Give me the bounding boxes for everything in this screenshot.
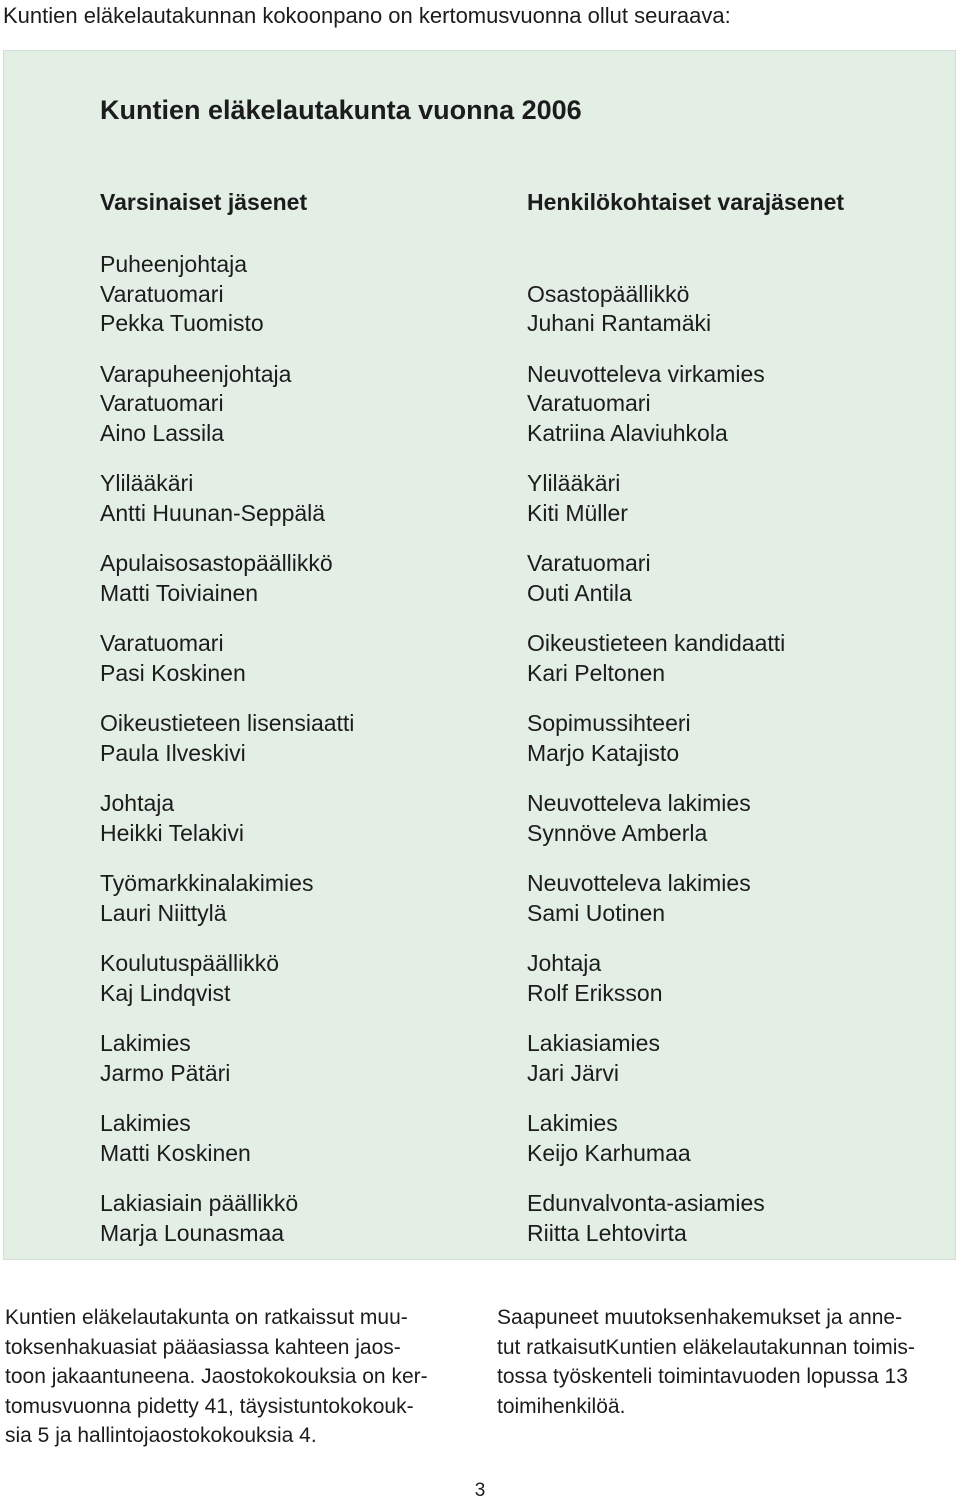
- member-title: Oikeustieteen kandidaatti: [527, 630, 786, 656]
- member-name: Kaj Lindqvist: [100, 979, 231, 1006]
- deputy-member-entry: [527, 629, 947, 688]
- member-title: Sopimussihteeri: [527, 710, 691, 736]
- member-title: Ylilääkäri: [100, 470, 194, 496]
- board-summary-paragraph: [5, 1303, 428, 1451]
- member-title: Varatuomari: [527, 390, 651, 416]
- member-title: Työmarkkinalakimies: [100, 870, 314, 896]
- member-title: Varatuomari: [100, 280, 224, 307]
- intro-text: Kuntien eläkelautakunnan kokoonpano on kertomusvuonna ollut seuraava:: [3, 3, 731, 28]
- member-name: Jari Järvi: [527, 1059, 620, 1086]
- regular-member-entry: [100, 360, 520, 449]
- deputy-member-entry: [527, 709, 947, 768]
- paragraph-line: sia 5 ja hallintojaostokokouksia 4.: [5, 1424, 317, 1447]
- member-title: Lakimies: [527, 1110, 618, 1136]
- member-name: Juhani Rantamäki: [527, 310, 712, 336]
- deputy-members-column: [527, 187, 947, 1269]
- member-title: Apulaisosastopäällikkö: [100, 550, 333, 576]
- regular-member-entry: [100, 1189, 520, 1248]
- member-name: Kiti Müller: [527, 499, 628, 526]
- paragraph-line: tut ratkaisutKuntien eläkelautakunnan toimis-: [497, 1335, 915, 1359]
- member-title: Koulutuspäällikkö: [100, 950, 280, 976]
- member-title: Varatuomari: [100, 390, 224, 416]
- board-composition-panel: [3, 50, 956, 1260]
- member-name: Matti Koskinen: [100, 1139, 251, 1166]
- paragraph-line: Saapuneet muutoksenhakemukset ja anne-: [497, 1306, 903, 1329]
- regular-member-entry: [100, 789, 520, 848]
- member-name: Rolf Eriksson: [527, 979, 663, 1006]
- member-title: Lakimies: [100, 1110, 191, 1136]
- member-title: Lakiasiain päällikkö: [100, 1190, 299, 1216]
- regular-member-entry: [100, 709, 520, 768]
- member-title: Osastopäällikkö: [527, 280, 690, 307]
- regular-members-column: [100, 187, 520, 1269]
- deputy-member-entry: [527, 360, 947, 449]
- member-title: Neuvotteleva lakimies: [527, 870, 751, 896]
- member-title: Johtaja: [100, 790, 175, 816]
- member-title: Neuvotteleva lakimies: [527, 790, 751, 816]
- member-title: Neuvotteleva virkamies: [527, 360, 765, 387]
- member-title: Varatuomari: [100, 630, 224, 656]
- member-name: Lauri Niittylä: [100, 899, 227, 926]
- member-title: Puheenjohtaja: [100, 251, 248, 277]
- deputy-member-entry: [527, 789, 947, 848]
- member-title: Varatuomari: [527, 550, 651, 576]
- member-name: Antti Huunan-Seppälä: [100, 499, 326, 526]
- member-title: Varapuheenjohtaja: [100, 360, 292, 387]
- staff-summary-paragraph: [497, 1303, 915, 1421]
- panel-title: Kuntien eläkelautakunta vuonna 2006: [100, 95, 582, 125]
- regular-member-entry: [100, 549, 520, 608]
- paragraph-line: Kuntien eläkelautakunta on ratkaissut muu-: [5, 1306, 408, 1329]
- paragraph-line: toon jakaantuneena. Jaostokokouksia on ker-: [5, 1365, 428, 1388]
- deputy-member-entry: [527, 549, 947, 608]
- deputy-member-entry: [527, 469, 947, 528]
- member-name: Paula Ilveskivi: [100, 739, 246, 766]
- member-title: Oikeustieteen lisensiaatti: [100, 710, 355, 736]
- member-name: Keijo Karhumaa: [527, 1139, 691, 1166]
- deputy-member-entry: [527, 1189, 947, 1248]
- deputy-member-entry: [527, 250, 947, 339]
- paragraph-line: tossa työskenteli toimintavuoden lopussa 13: [497, 1365, 908, 1388]
- member-title: Lakimies: [100, 1030, 191, 1056]
- member-title: Lakiasiamies: [527, 1030, 660, 1056]
- deputy-member-entry: [527, 1109, 947, 1168]
- deputy-members-list: [527, 250, 947, 1248]
- deputy-member-entry: [527, 1029, 947, 1088]
- member-name: Marjo Katajisto: [527, 739, 680, 766]
- regular-members-list: [100, 250, 520, 1248]
- regular-member-entry: [100, 250, 520, 339]
- regular-member-entry: [100, 1109, 520, 1168]
- member-name: Heikki Telakivi: [100, 819, 245, 846]
- member-name: Jarmo Pätäri: [100, 1059, 231, 1086]
- regular-members-heading: Varsinaiset jäsenet: [100, 189, 308, 215]
- deputy-member-entry: [527, 869, 947, 928]
- regular-member-entry: [100, 469, 520, 528]
- member-name: Pasi Koskinen: [100, 659, 246, 686]
- member-name: Marja Lounasmaa: [100, 1219, 285, 1246]
- member-name: Kari Peltonen: [527, 659, 666, 686]
- member-name: Pekka Tuomisto: [100, 310, 264, 336]
- paragraph-line: tomusvuonna pidetty 41, täysistuntokokouk-: [5, 1394, 414, 1418]
- member-title: Johtaja: [527, 950, 602, 976]
- member-name: Synnöve Amberla: [527, 819, 708, 846]
- member-name: Matti Toiviainen: [100, 579, 259, 606]
- paragraph-line: toimihenkilöä.: [497, 1394, 626, 1418]
- page-number: 3: [474, 1480, 486, 1501]
- regular-member-entry: [100, 1029, 520, 1088]
- member-name: Riitta Lehtovirta: [527, 1219, 687, 1246]
- member-title: [527, 250, 947, 280]
- member-title: Ylilääkäri: [527, 470, 621, 496]
- paragraph-line: toksenhakuasiat pääasiassa kahteen jaos-: [5, 1335, 401, 1359]
- regular-member-entry: [100, 629, 520, 688]
- member-name: Aino Lassila: [100, 419, 225, 446]
- member-name: Sami Uotinen: [527, 899, 666, 926]
- regular-member-entry: [100, 949, 520, 1008]
- deputy-members-heading: Henkilökohtaiset varajäsenet: [527, 189, 845, 215]
- member-title: Edunvalvonta-asiamies: [527, 1190, 765, 1216]
- member-name: Katriina Alaviuhkola: [527, 419, 728, 446]
- member-name: Outi Antila: [527, 579, 632, 606]
- regular-member-entry: [100, 869, 520, 928]
- deputy-member-entry: [527, 949, 947, 1008]
